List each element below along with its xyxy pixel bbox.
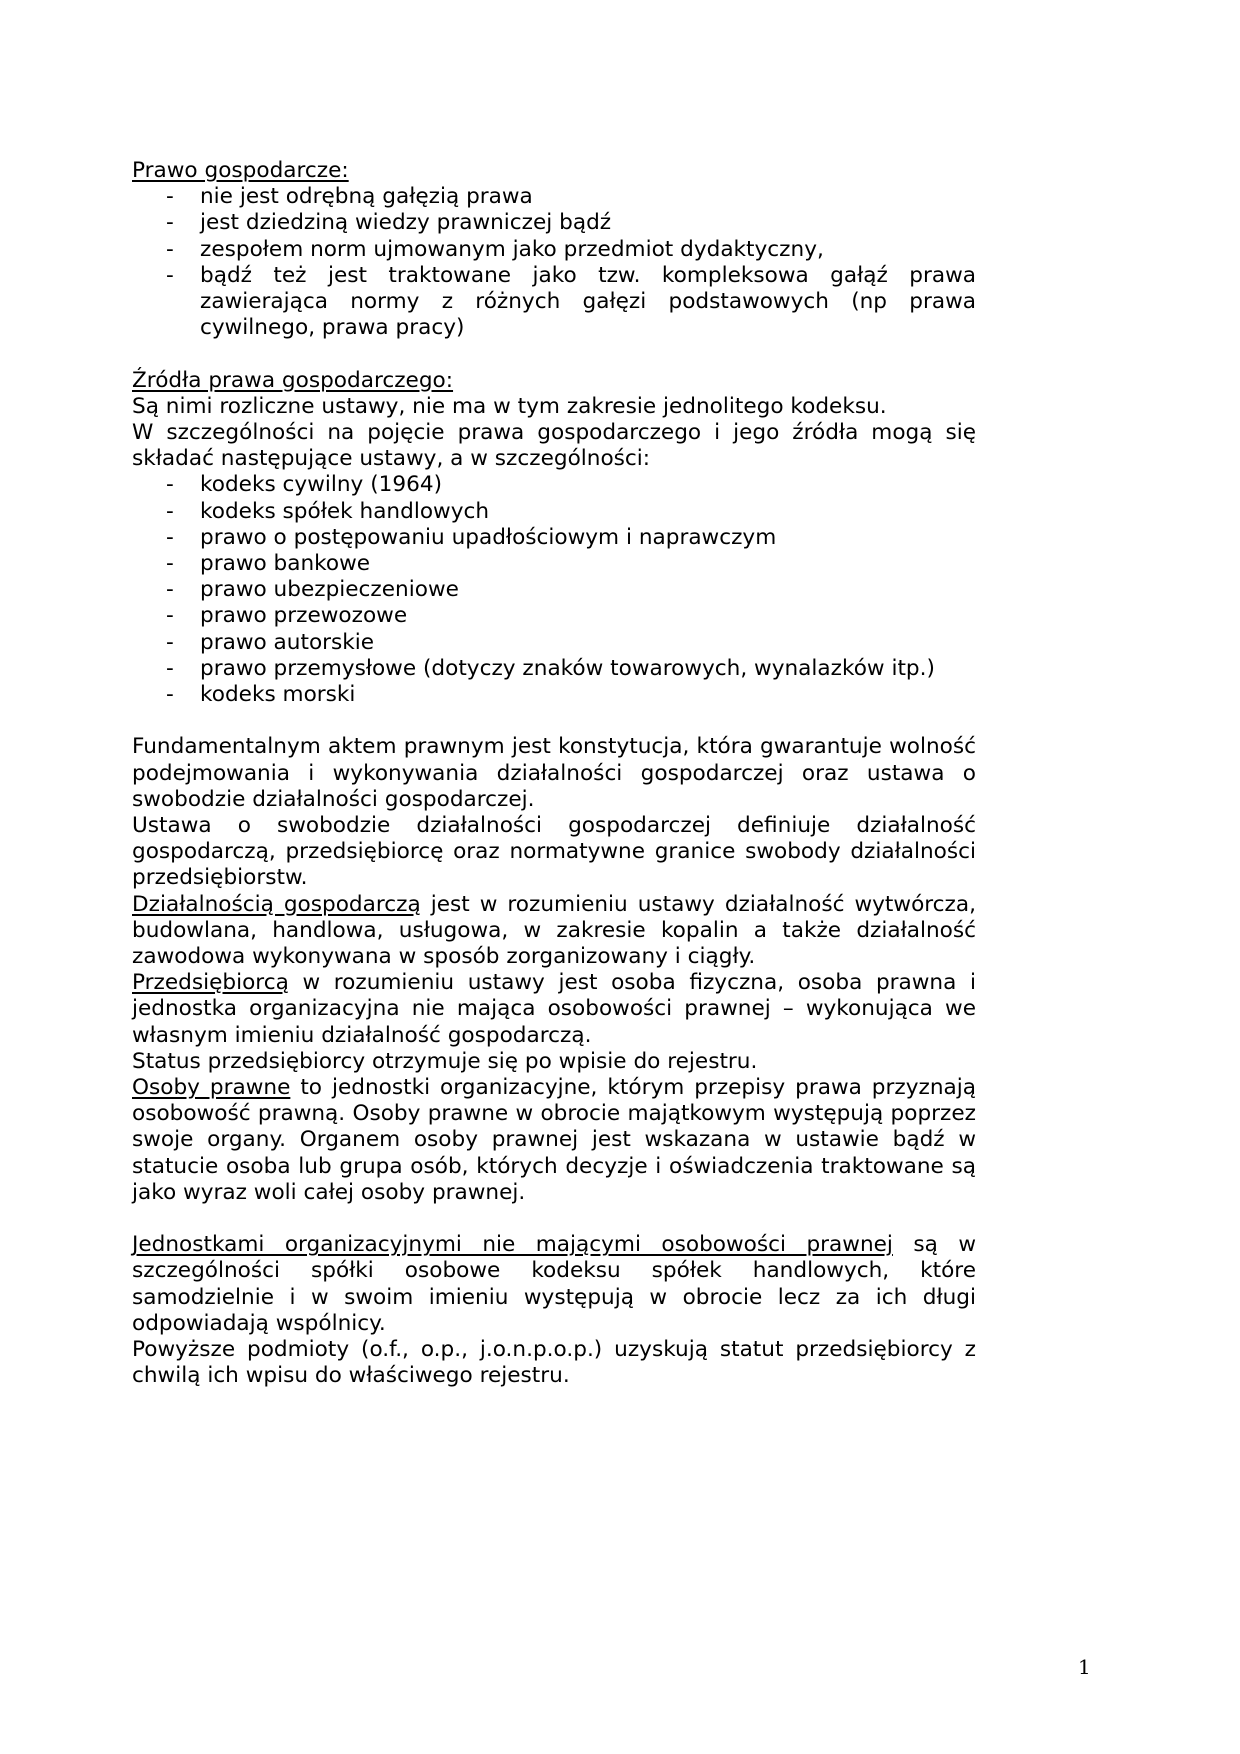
spacer <box>132 708 976 734</box>
paragraph <box>132 1075 976 1206</box>
defined-term: Przedsiębiorcą <box>132 970 289 996</box>
list-item: - kodeks spółek handlowych <box>132 499 976 525</box>
paragraph-text: jest w rozumieniu ustawy działalność wytwórcza, budowlana, handlowa, usługowa, w zakresie kopalin a także działalność zawodowa wykonywana w sposób zorganizowany i ciągły. <box>132 891 976 970</box>
paragraph: W szczególności na pojęcie prawa gospodarczego i jego źródła mogą się składać następujące ustawy, a w szczególności: <box>132 420 976 472</box>
list-item: - prawo ubezpieczeniowe <box>132 577 976 603</box>
paragraph: Są nimi rozliczne ustawy, nie ma w tym zakresie jednolitego kodeksu. <box>132 393 887 419</box>
list-item: - bądź też jest traktowane jako tzw. kompleksowa gałąź prawa zawierająca normy z różnych gałęzi podstawowych (np prawa cywilnego, prawa pracy) <box>132 263 976 342</box>
list-item: - prawo przemysłowe (dotyczy znaków towarowych, wynalazków itp.) <box>132 656 976 682</box>
paragraph: Status przedsiębiorcy otrzymuje się po wpisie do rejestru. <box>132 1048 758 1074</box>
list-item: - prawo o postępowaniu upadłościowym i naprawczym <box>132 525 976 551</box>
list-item: - nie jest odrębną gałęzią prawa <box>132 184 976 210</box>
defined-term: Jednostkami organizacyjnymi nie mającymi osobowości prawnej <box>132 1232 893 1258</box>
sources-list <box>132 472 976 708</box>
paragraph: Fundamentalnym aktem prawnym jest konstytucja, która gwarantuje wolność podejmowania i wykonywania działalności gospodarczej oraz ustawa o swobodzie działalności gospodarczej. <box>132 734 976 812</box>
list-item: - zespołem norm ujmowanym jako przedmiot dydaktyczny, <box>132 237 976 263</box>
list-item: - prawo bankowe <box>132 551 976 577</box>
paragraph-text: są w szczególności spółki osobowe kodeksu spółek handlowych, które samodzielnie i w swoim imieniu występują w obrocie lecz za ich długi odpowiadają wspólnicy. <box>132 1232 976 1336</box>
paragraph-text: to jednostki organizacyjne, którym przepisy prawa przyznają osobowość prawną. Osoby prawne w obrocie majątkowym występują poprzez swoje organy. Organem osoby prawnej jest wskazana w ustawie bądź w statucie osoba lub grupa osób, których decyzje i oświadczenia traktowane są jako wyraz woli całej osoby prawnej. <box>132 1075 976 1205</box>
page-number: 1 <box>1078 1655 1091 1679</box>
list-item: - kodeks cywilny (1964) <box>132 472 976 498</box>
paragraph: Powyższe podmioty (o.f., o.p., j.o.n.p.o.p.) uzyskują statut przedsiębiorcy z chwilą ich wpisu do właściwego rejestru. <box>132 1337 976 1389</box>
document-page <box>132 158 976 1390</box>
spacer <box>132 1206 976 1232</box>
list-item: - jest dziedziną wiedzy prawniczej bądź <box>132 210 976 236</box>
paragraph-text: w rozumieniu ustawy jest osoba fizyczna, osoba prawna i jednostka organizacyjna nie mająca osobowości prawnej – wykonująca we własnym imieniu działalność gospodarczą. <box>132 970 976 1048</box>
list-item: - kodeks morski <box>132 682 976 708</box>
paragraph: Ustawa o swobodzie działalności gospodarczej definiuje działalność gospodarczą, przedsiębiorcę oraz normatywne granice swobody działalności przedsiębiorstw. <box>132 813 976 891</box>
list-item: - prawo przewozowe <box>132 603 976 629</box>
defined-term: Działalnością gospodarczą <box>132 891 421 917</box>
paragraph <box>132 1232 976 1337</box>
section-heading-prawo-gospodarcze: Prawo gospodarcze: <box>132 158 349 183</box>
defined-term: Osoby prawne <box>132 1075 291 1101</box>
paragraph <box>132 892 976 971</box>
section-heading-zrodla: Źródła prawa gospodarczego: <box>132 367 454 393</box>
definition-list <box>132 184 976 341</box>
list-item: - prawo autorskie <box>132 630 976 656</box>
paragraph <box>132 970 976 1049</box>
spacer <box>132 341 976 367</box>
